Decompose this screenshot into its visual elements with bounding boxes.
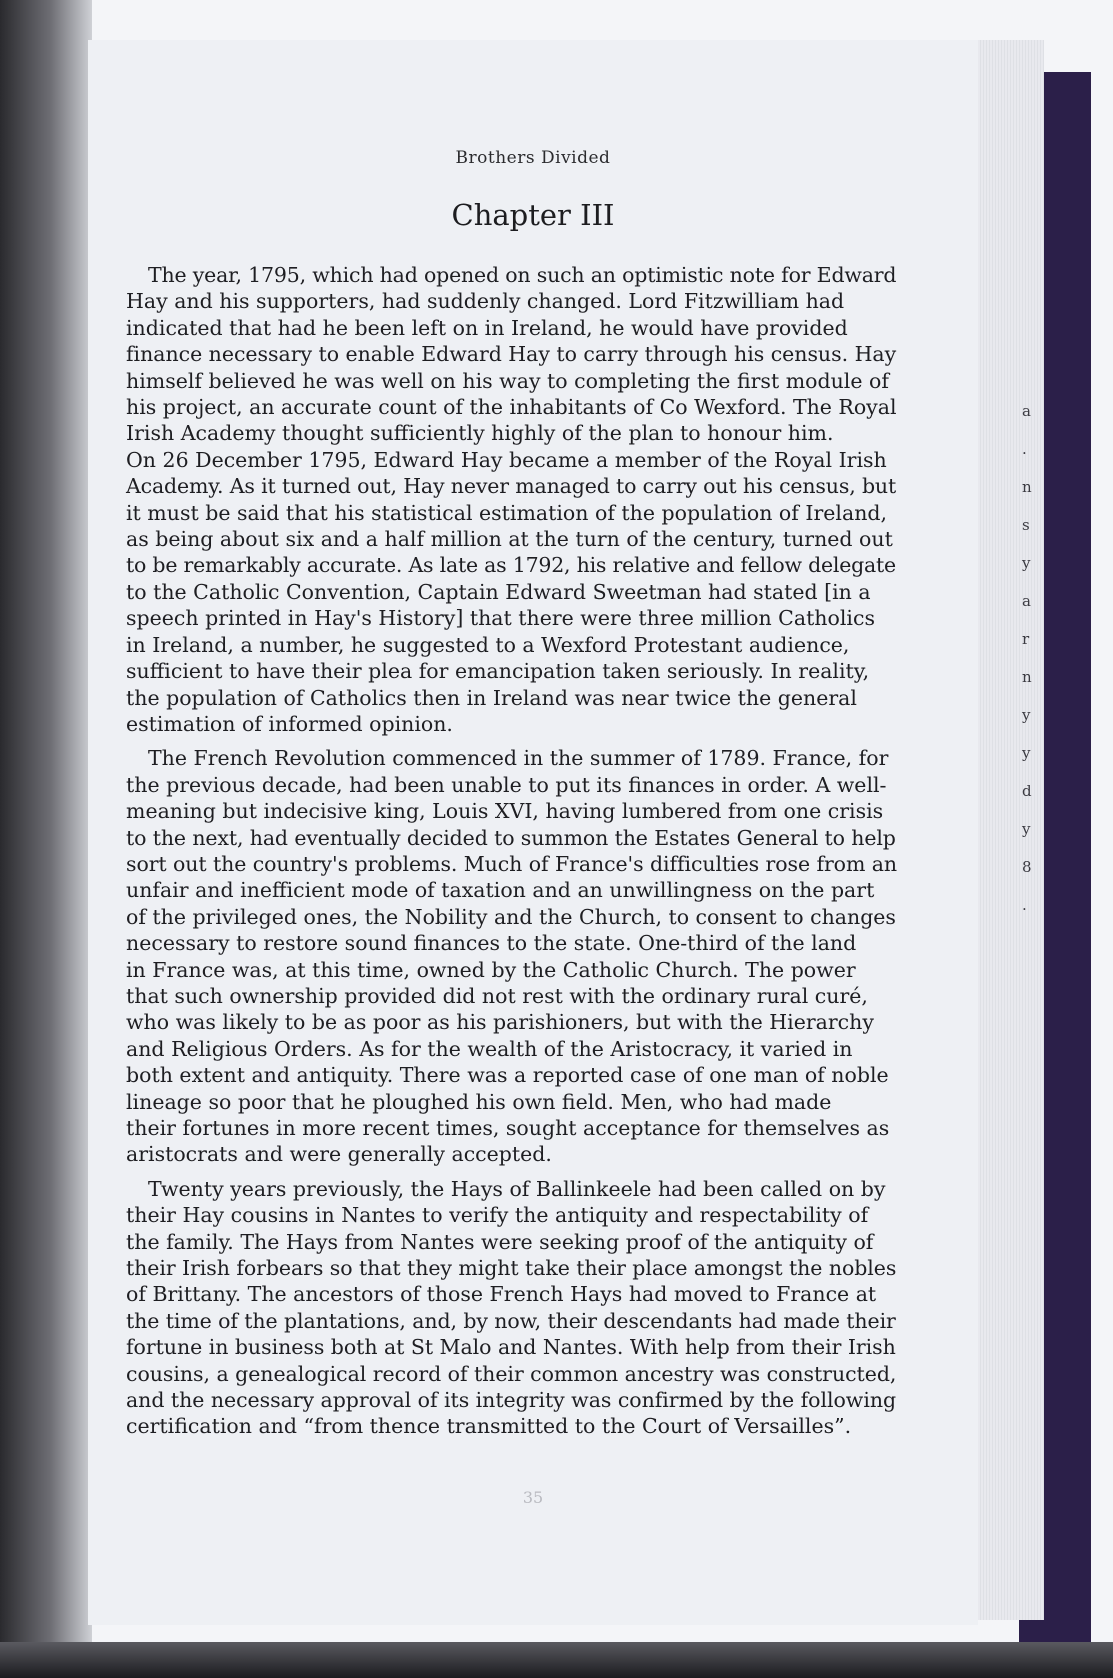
text-line: his project, an accurate count of the inhabitants of Co Wexford. The Royal [126, 395, 897, 420]
text-line: who was likely to be as poor as his parishioners, but with the Hierarchy [126, 1010, 874, 1035]
bleed-letter: y [1022, 706, 1031, 724]
text-line: himself believed he was well on his way to completing the first module of [126, 368, 889, 393]
bleed-letter: d [1022, 782, 1032, 800]
bleed-letter: y [1022, 744, 1031, 762]
text-line: estimation of informed opinion. [126, 711, 453, 736]
text-line: speech printed in Hay's History] that there were three million Catholics [126, 606, 875, 631]
text-line: in Ireland, a number, he suggested to a Wexford Protestant audience, [126, 632, 850, 657]
adjacent-page-bleed [1022, 402, 1046, 914]
text-line: to the Catholic Convention, Captain Edward Sweetman had stated [in a [126, 579, 871, 604]
bleed-letter: . [1022, 896, 1027, 914]
text-line: the previous decade, had been unable to put its finances in order. A well- [126, 772, 887, 797]
book-bottom-shadow [0, 1642, 1113, 1678]
bleed-letter: n [1022, 478, 1032, 496]
bleed-letter: 8 [1022, 858, 1032, 876]
text-line: meaning but indecisive king, Louis XVI, having lumbered from one crisis [126, 799, 884, 824]
text-line: of the privileged ones, the Nobility and the Church, to consent to changes [126, 904, 896, 929]
text-line: Hay and his supporters, had suddenly changed. Lord Fitzwilliam had [126, 289, 845, 314]
text-line: The French Revolution commenced in the summer of 1789. France, for [148, 746, 889, 771]
text-line: their Irish forbears so that they might take their place amongst the nobles [126, 1256, 897, 1281]
text-line: finance necessary to enable Edward Hay to carry through his census. Hay [126, 342, 897, 367]
text-line: certification and “from thence transmitted to the Court of Versailles”. [126, 1414, 852, 1439]
text-line: Irish Academy thought sufficiently highly of the plan to honour him. [126, 421, 834, 446]
bleed-letter: y [1022, 820, 1031, 838]
bleed-letter: . [1022, 440, 1027, 458]
text-line: sort out the country's problems. Much of France's difficulties rose from an [126, 851, 897, 876]
text-line: it must be said that his statistical estimation of the population of Ireland, [126, 500, 888, 525]
text-line: to the next, had eventually decided to summon the Estates General to help [126, 825, 896, 850]
text-line: that such ownership provided did not rest with the ordinary rural curé, [126, 983, 868, 1008]
bleed-letter: a [1022, 402, 1031, 420]
page-number: 35 [522, 1488, 544, 1507]
text-line: their fortunes in more recent times, sought acceptance for themselves as [126, 1116, 890, 1140]
text-line: and the necessary approval of its integrity was confirmed by the following [126, 1388, 897, 1413]
paragraph [126, 745, 896, 1168]
paragraph [126, 262, 896, 737]
text-line: Academy. As it turned out, Hay never managed to carry out his census, but [126, 474, 897, 499]
text-line: of Brittany. The ancestors of those French Hays had moved to France at [126, 1282, 877, 1307]
text-line: On 26 December 1795, Edward Hay became a member of the Royal Irish [126, 447, 887, 472]
bleed-letter: r [1022, 630, 1030, 648]
bleed-letter: y [1022, 554, 1031, 572]
text-line: as being about six and a half million at the turn of the century, turned out [126, 527, 893, 552]
bleed-letter: a [1022, 592, 1031, 610]
text-line: aristocrats and were generally accepted. [126, 1142, 552, 1167]
book-gutter-shadow [0, 0, 92, 1678]
text-line: in France was, at this time, owned by the Catholic Church. The power [126, 957, 856, 982]
text-line: cousins, a genealogical record of their common ancestry was constructed, [126, 1361, 897, 1386]
text-line: the population of Catholics then in Ireland was near twice the general [126, 685, 857, 710]
text-line: and Religious Orders. As for the wealth of the Aristocracy, it varied in [126, 1036, 853, 1061]
book-page [88, 40, 978, 1625]
text-line: to be remarkably accurate. As late as 1792, his relative and fellow delegate [126, 553, 896, 578]
text-line: their Hay cousins in Nantes to verify the antiquity and respectability of [126, 1203, 869, 1228]
text-line: the family. The Hays from Nantes were seeking proof of the antiquity of [126, 1229, 874, 1254]
text-line: Twenty years previously, the Hays of Ballinkeele had been called on by [148, 1176, 886, 1201]
paragraph [126, 1176, 896, 1440]
bleed-letter: s [1022, 516, 1030, 534]
text-line: The year, 1795, which had opened on such an optimistic note for Edward [148, 263, 897, 287]
text-line: indicated that had he been left on in Ireland, he would have provided [126, 315, 848, 340]
chapter-body [126, 262, 896, 1448]
text-line: unfair and inefficient mode of taxation and an unwillingness on the part [126, 878, 875, 903]
text-line: lineage so poor that he ploughed his own field. Men, who had made [126, 1089, 832, 1114]
running-header: Brothers Divided [455, 148, 611, 168]
text-line: fortune in business both at St Malo and Nantes. With help from their Irish [126, 1335, 896, 1360]
chapter-title: Chapter III [451, 198, 615, 232]
text-line: both extent and antiquity. There was a reported case of one man of noble [126, 1063, 889, 1088]
text-line: the time of the plantations, and, by now, their descendants had made their [126, 1308, 896, 1333]
text-line: sufficient to have their plea for emancipation taken seriously. In reality, [126, 659, 870, 684]
text-line: necessary to restore sound finances to the state. One-third of the land [126, 931, 857, 956]
bleed-letter: n [1022, 668, 1032, 686]
